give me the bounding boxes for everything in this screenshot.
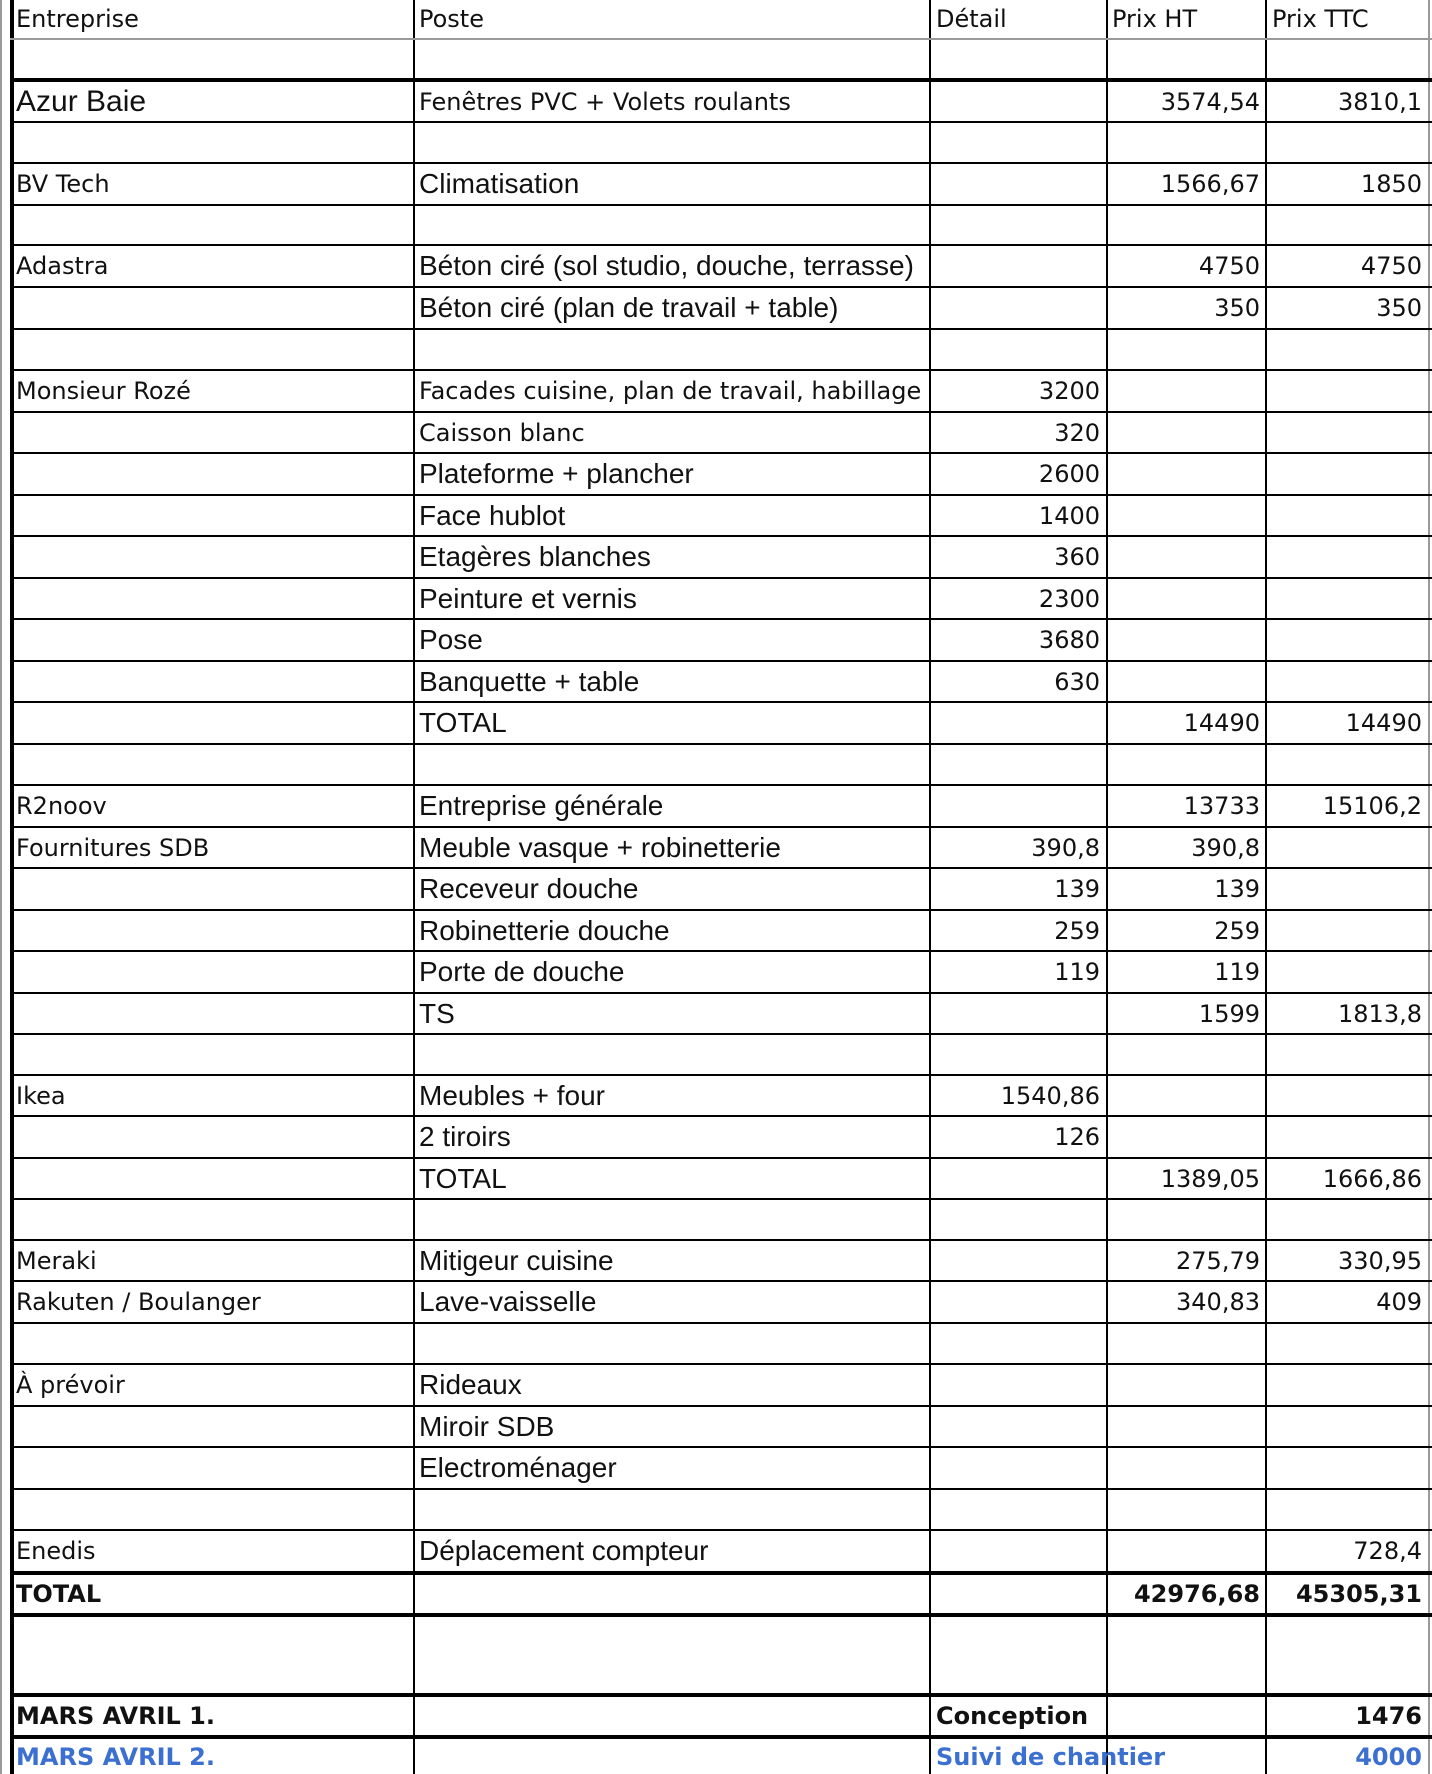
table-row — [0, 82, 1432, 121]
cell-poste: Climatisation — [419, 168, 580, 199]
total-row — [0, 1575, 1432, 1613]
header-detail: Détail — [936, 5, 1007, 33]
header-row — [0, 0, 1432, 38]
table-row — [0, 869, 1432, 909]
cell-poste: Fenêtres PVC + Volets roulants — [419, 87, 791, 116]
footer-row — [0, 1739, 1432, 1774]
cell-prix-ht: 1599 — [1198, 999, 1260, 1028]
cell-prix-ttc: 1813,8 — [1338, 999, 1422, 1028]
table-row — [0, 288, 1432, 328]
cell-prix-ht: 14490 — [1183, 709, 1260, 737]
cell-poste: Receveur douche — [419, 873, 639, 904]
cell-prix-ttc: 15106,2 — [1322, 792, 1422, 820]
cell-poste: Robinetterie douche — [419, 914, 670, 946]
cell-poste: TS — [419, 997, 455, 1029]
cell-poste: Porte de douche — [419, 956, 625, 987]
cell-prix-ht: 350 — [1214, 294, 1260, 322]
table-row — [0, 1159, 1432, 1198]
table-row — [0, 1531, 1432, 1571]
cell-prix-ht: 340,83 — [1176, 1288, 1260, 1316]
cell-poste: Caisson blanc — [419, 418, 585, 447]
cell-detail: 259 — [1054, 916, 1100, 945]
footer-label: MARS AVRIL 1. — [16, 1702, 215, 1730]
cell-prix-ttc: 1850 — [1360, 170, 1422, 198]
footer-item: Suivi de chantier — [936, 1742, 1166, 1771]
cell-detail: 1540,86 — [1000, 1081, 1100, 1110]
cell-detail: 1400 — [1038, 501, 1100, 530]
cell-detail: 3200 — [1038, 377, 1100, 405]
cell-prix-ht: 259 — [1214, 916, 1260, 945]
table-row — [0, 620, 1432, 660]
cell-poste: TOTAL — [419, 1162, 507, 1194]
cell-poste: Lave-vaisselle — [419, 1286, 597, 1317]
grid-line — [10, 38, 1432, 40]
cell-poste: Peinture et vernis — [419, 582, 637, 614]
total-prix-ht: 42976,68 — [1133, 1580, 1260, 1608]
cell-detail: 390,8 — [1031, 833, 1100, 862]
cell-prix-ht: 13733 — [1183, 792, 1260, 820]
cell-entreprise: Ikea — [16, 1081, 66, 1110]
table-row — [0, 662, 1432, 701]
header-prix-ttc: Prix TTC — [1272, 5, 1369, 33]
footer-label: MARS AVRIL 2. — [16, 1742, 215, 1771]
cell-poste: Electroménager — [419, 1452, 617, 1483]
table-row — [0, 952, 1432, 992]
cell-detail: 139 — [1054, 875, 1100, 903]
grid-line — [10, 1488, 1432, 1490]
table-row — [0, 537, 1432, 577]
footer-row — [0, 1697, 1432, 1735]
table-row — [0, 1076, 1432, 1115]
cell-prix-ttc: 330,95 — [1338, 1246, 1422, 1275]
cell-entreprise: Monsieur Rozé — [16, 377, 191, 405]
grid-line — [10, 121, 1432, 123]
cell-poste: Face hublot — [419, 499, 566, 531]
footer-item: Conception — [936, 1702, 1089, 1730]
cell-prix-ht: 390,8 — [1191, 833, 1260, 862]
cell-prix-ht: 275,79 — [1176, 1246, 1260, 1275]
table-row — [0, 413, 1432, 452]
cell-prix-ttc: 409 — [1376, 1288, 1422, 1316]
table-row — [0, 371, 1432, 411]
cell-entreprise: BV Tech — [16, 170, 110, 198]
cell-entreprise: R2noov — [16, 792, 107, 820]
table-row — [0, 1407, 1432, 1446]
cell-poste: Mitigeur cuisine — [419, 1244, 614, 1276]
cell-poste: Miroir SDB — [419, 1410, 555, 1442]
cell-prix-ht: 1566,67 — [1160, 170, 1260, 198]
cell-detail: 360 — [1054, 543, 1100, 571]
footer-amount: 4000 — [1355, 1742, 1422, 1771]
table-row — [0, 496, 1432, 535]
cell-prix-ht: 1389,05 — [1160, 1164, 1260, 1193]
cell-poste: Meubles + four — [419, 1079, 605, 1111]
cell-poste: Déplacement compteur — [419, 1535, 709, 1566]
cell-entreprise: Adastra — [16, 252, 109, 280]
table-row — [0, 164, 1432, 204]
grid-line — [10, 1033, 1432, 1035]
cell-prix-ttc: 3810,1 — [1338, 87, 1422, 116]
cell-entreprise: À prévoir — [16, 1371, 125, 1399]
cell-detail: 630 — [1054, 667, 1100, 696]
table-row — [0, 703, 1432, 743]
cell-poste: TOTAL — [419, 707, 507, 738]
cell-prix-ttc: 1666,86 — [1322, 1164, 1422, 1193]
cell-poste: Pose — [419, 624, 483, 655]
table-row — [0, 1365, 1432, 1405]
cell-poste: Béton ciré (plan de travail + table) — [419, 292, 839, 323]
cell-detail: 2600 — [1038, 460, 1100, 488]
grid-line — [10, 1322, 1432, 1324]
cell-prix-ht: 3574,54 — [1160, 87, 1260, 116]
cell-poste: Banquette + table — [419, 665, 640, 697]
cell-prix-ttc: 350 — [1376, 294, 1422, 322]
cell-detail: 2300 — [1038, 584, 1100, 613]
table-row — [0, 1448, 1432, 1488]
cell-prix-ht: 119 — [1214, 958, 1260, 986]
cell-poste: Etagères blanches — [419, 541, 651, 572]
table-row — [0, 828, 1432, 867]
cell-prix-ttc: 728,4 — [1353, 1537, 1422, 1565]
cell-entreprise: Fournitures SDB — [16, 833, 210, 862]
header-prix-ht: Prix HT — [1112, 5, 1198, 33]
table-row — [0, 911, 1432, 950]
cell-poste: Entreprise générale — [419, 790, 664, 821]
header-poste: Poste — [419, 5, 484, 33]
table-row — [0, 1241, 1432, 1280]
grid-line — [10, 328, 1432, 330]
cell-prix-ht: 4750 — [1198, 252, 1260, 280]
cell-entreprise: Rakuten / Boulanger — [16, 1288, 261, 1316]
cell-detail: 3680 — [1038, 626, 1100, 654]
cell-entreprise: Meraki — [16, 1246, 97, 1275]
footer-amount: 1476 — [1355, 1702, 1422, 1730]
cell-poste: Béton ciré (sol studio, douche, terrasse) — [419, 250, 914, 281]
cell-poste: Meuble vasque + robinetterie — [419, 831, 781, 863]
table-row — [0, 579, 1432, 618]
cell-detail: 119 — [1054, 958, 1100, 986]
header-entreprise: Entreprise — [16, 5, 139, 33]
cell-entreprise: Enedis — [16, 1537, 96, 1565]
cell-prix-ttc: 4750 — [1360, 252, 1422, 280]
table-row — [0, 994, 1432, 1033]
cell-entreprise: Azur Baie — [16, 84, 147, 118]
grid-line — [10, 743, 1432, 745]
table-row — [0, 1117, 1432, 1157]
cell-prix-ht: 139 — [1214, 875, 1260, 903]
grid-line — [10, 204, 1432, 206]
cell-prix-ttc: 14490 — [1345, 709, 1422, 737]
cell-poste: Facades cuisine, plan de travail, habillage — [419, 377, 922, 405]
cell-detail: 126 — [1054, 1123, 1100, 1151]
grid-line — [10, 1198, 1432, 1200]
total-prix-ttc: 45305,31 — [1295, 1580, 1422, 1608]
cell-detail: 320 — [1054, 418, 1100, 447]
table-row — [0, 1282, 1432, 1322]
table-row — [0, 786, 1432, 826]
cell-poste: 2 tiroirs — [419, 1121, 511, 1152]
total-label: TOTAL — [16, 1580, 102, 1608]
cell-poste: Rideaux — [419, 1369, 522, 1400]
table-row — [0, 246, 1432, 286]
grid-line — [10, 1613, 1432, 1617]
cell-poste: Plateforme + plancher — [419, 458, 694, 489]
table-row — [0, 454, 1432, 494]
